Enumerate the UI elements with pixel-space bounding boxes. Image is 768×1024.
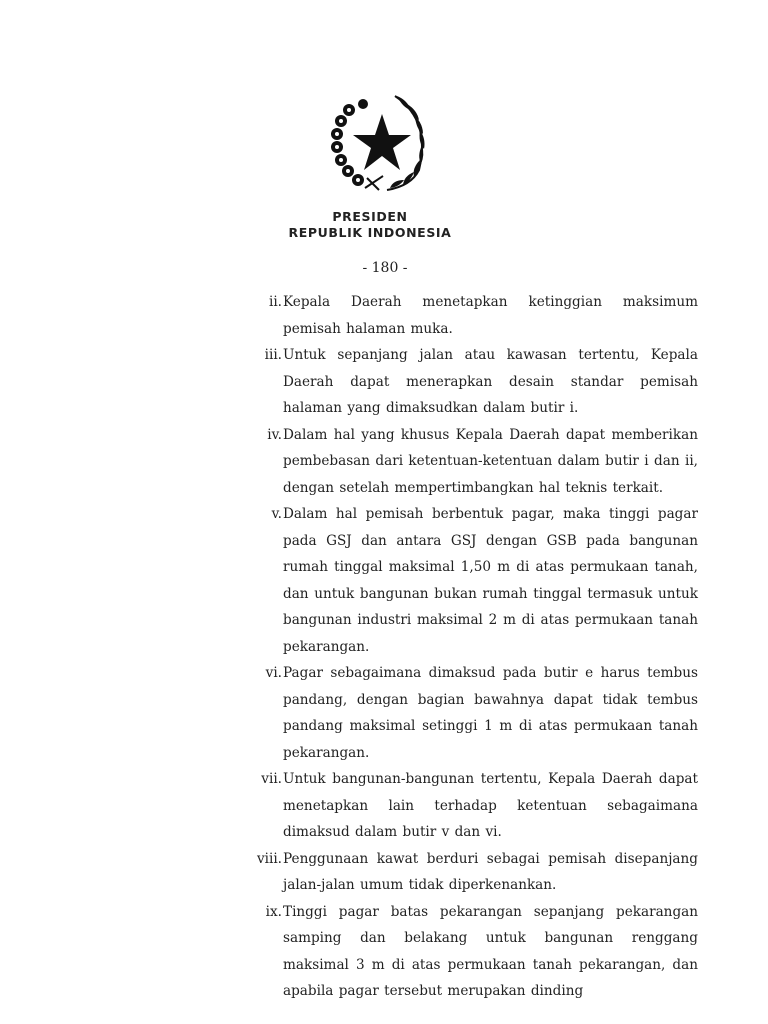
page-number: - 180 -: [362, 260, 408, 276]
list-item-ix: [252, 899, 698, 1005]
list-item-number: iv.: [267, 426, 282, 443]
list-item-number: ix.: [265, 903, 282, 920]
header-republik-indonesia: REPUBLIK INDONESIA: [288, 225, 452, 240]
list-item-vi: [252, 660, 698, 766]
list-item-vii: [252, 766, 698, 846]
list-item-number: iii.: [264, 347, 282, 363]
list-item-iii: [252, 342, 698, 422]
list-item-text: Untuk sepanjang jalan atau kawasan tertentu, Kepala Daerah dapat menerapkan desain standar pemisah halaman yang dimaksudkan dalam butir i.: [283, 347, 698, 416]
header-presiden: PRESIDEN: [332, 209, 408, 224]
list-item-number: ii.: [268, 294, 282, 310]
list-item-text: Kepala Daerah menetapkan ketinggian maksimum pemisah halaman muka.: [283, 294, 698, 337]
list-item-number: viii.: [256, 850, 282, 867]
list-item-iv: [252, 422, 698, 502]
provision-list: [252, 289, 698, 1005]
list-item-text: Pagar sebagaimana dimaksud pada butir e harus tembus pandang, dengan bagian bawahnya dapat tidak tembus pandang maksimal setinggi 1 m di atas permukaan tanah pekarangan.: [283, 665, 698, 761]
list-item-text: Untuk bangunan-bangunan tertentu, Kepala Daerah dapat menetapkan lain terhadap ketentuan sebagaimana dimaksud dalam butir v dan vi.: [283, 771, 698, 840]
list-item-text: Dalam hal yang khusus Kepala Daerah dapat memberikan pembebasan dari ketentuan-ketentuan dalam butir i dan ii, dengan setelah mempertimbangkan hal teknis terkait.: [283, 426, 698, 496]
list-item-number: v.: [271, 506, 282, 522]
list-item-text: Tinggi pagar batas pekarangan sepanjang pekarangan samping dan belakang untuk bangunan renggang maksimal 3 m di atas permukaan tanah pekarangan, dan apabila pagar tersebut merupakan dinding: [283, 903, 698, 999]
list-item-v: [252, 501, 698, 660]
list-item-ii: [252, 289, 698, 342]
list-item-text: Dalam hal pemisah berbentuk pagar, maka tinggi pagar pada GSJ dan antara GSJ dengan GSB pada bangunan rumah tinggal maksimal 1,50 m di atas permukaan tanah, dan untuk bangunan bukan rumah tinggal termasuk untuk bangunan industri maksimal 2 m di atas permukaan tanah pekarangan.: [283, 506, 698, 655]
list-item-viii: [252, 846, 698, 899]
garuda-presidential-emblem-icon: [327, 90, 437, 196]
list-item-number: vi.: [265, 665, 282, 681]
list-item-text: Penggunaan kawat berduri sebagai pemisah disepanjang jalan-jalan umum tidak diperkenankan.: [283, 850, 698, 893]
list-item-number: vii.: [261, 771, 282, 787]
